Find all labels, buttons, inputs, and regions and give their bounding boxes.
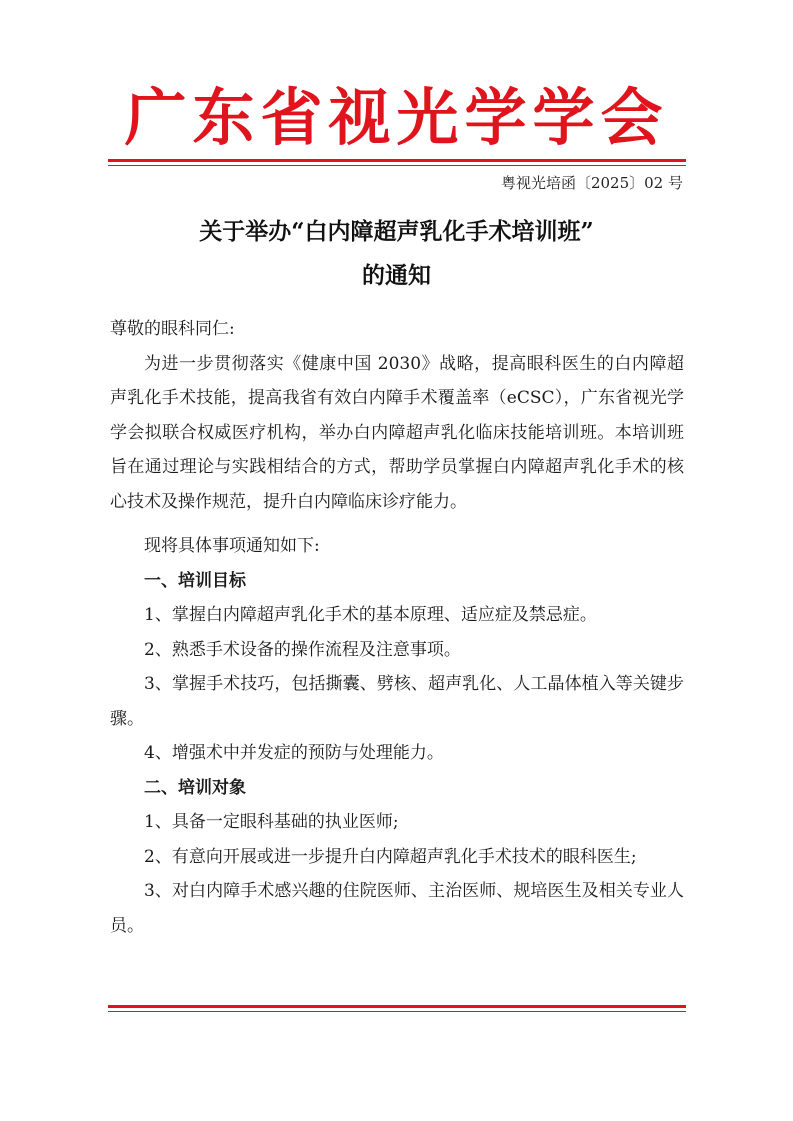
list-item: 4、增强术中并发症的预防与处理能力。 xyxy=(144,743,444,763)
footer-rule-thick xyxy=(108,1005,686,1008)
list-item: 1、具备一定眼科基础的执业医师; xyxy=(144,812,399,832)
header-rule-thin xyxy=(108,165,686,166)
notice-title-line-1: 关于举办“白内障超声乳化手术培训班” xyxy=(199,218,594,245)
list-item: 2、有意向开展或进一步提升白内障超声乳化手术技术的眼科医生; xyxy=(144,846,637,867)
intro-paragraph: 为进一步贯彻落实《健康中国 2030》战略，提高眼科医生的白内障超声乳化手术技能，提高我省有效白内障手术覆盖率（eCSC），广东省视光学学会拟联合权威医疗机构，举办白内障超声乳化临床技能培训班。本培训班旨在通过理论与实践相结合的方式，帮助学员掌握白内障超声乳化手术的核心技术及操作规范，提升白内障临床诊疗能力。 xyxy=(110,353,684,512)
letterhead-title: 广东省视光学学会 xyxy=(124,81,669,154)
list-item: 3、掌握手术技巧，包括撕囊、劈核、超声乳化、人工晶体植入等关键步骤。 xyxy=(110,674,684,729)
list-item: 1、掌握白内障超声乳化手术的基本原理、适应症及禁忌症。 xyxy=(144,605,597,625)
notice-line: 现将具体事项通知如下: xyxy=(144,536,320,556)
notice-title-line-2: 的通知 xyxy=(362,262,431,289)
list-item: 3、对白内障手术感兴趣的住院医师、主治医师、规培医生及相关专业人员。 xyxy=(110,881,684,936)
section-heading-training-goals: 一、培训目标 xyxy=(144,570,246,591)
footer-rule-thin xyxy=(108,1011,686,1012)
document-number: 粤视光培函〔2025〕02 号 xyxy=(500,174,683,192)
salutation: 尊敬的眼科同仁: xyxy=(110,319,235,339)
header-rule-thick xyxy=(108,159,686,162)
list-item: 2、熟悉手术设备的操作流程及注意事项。 xyxy=(144,639,461,660)
notice-body xyxy=(110,312,684,943)
section-heading-training-targets: 二、培训对象 xyxy=(144,777,246,798)
